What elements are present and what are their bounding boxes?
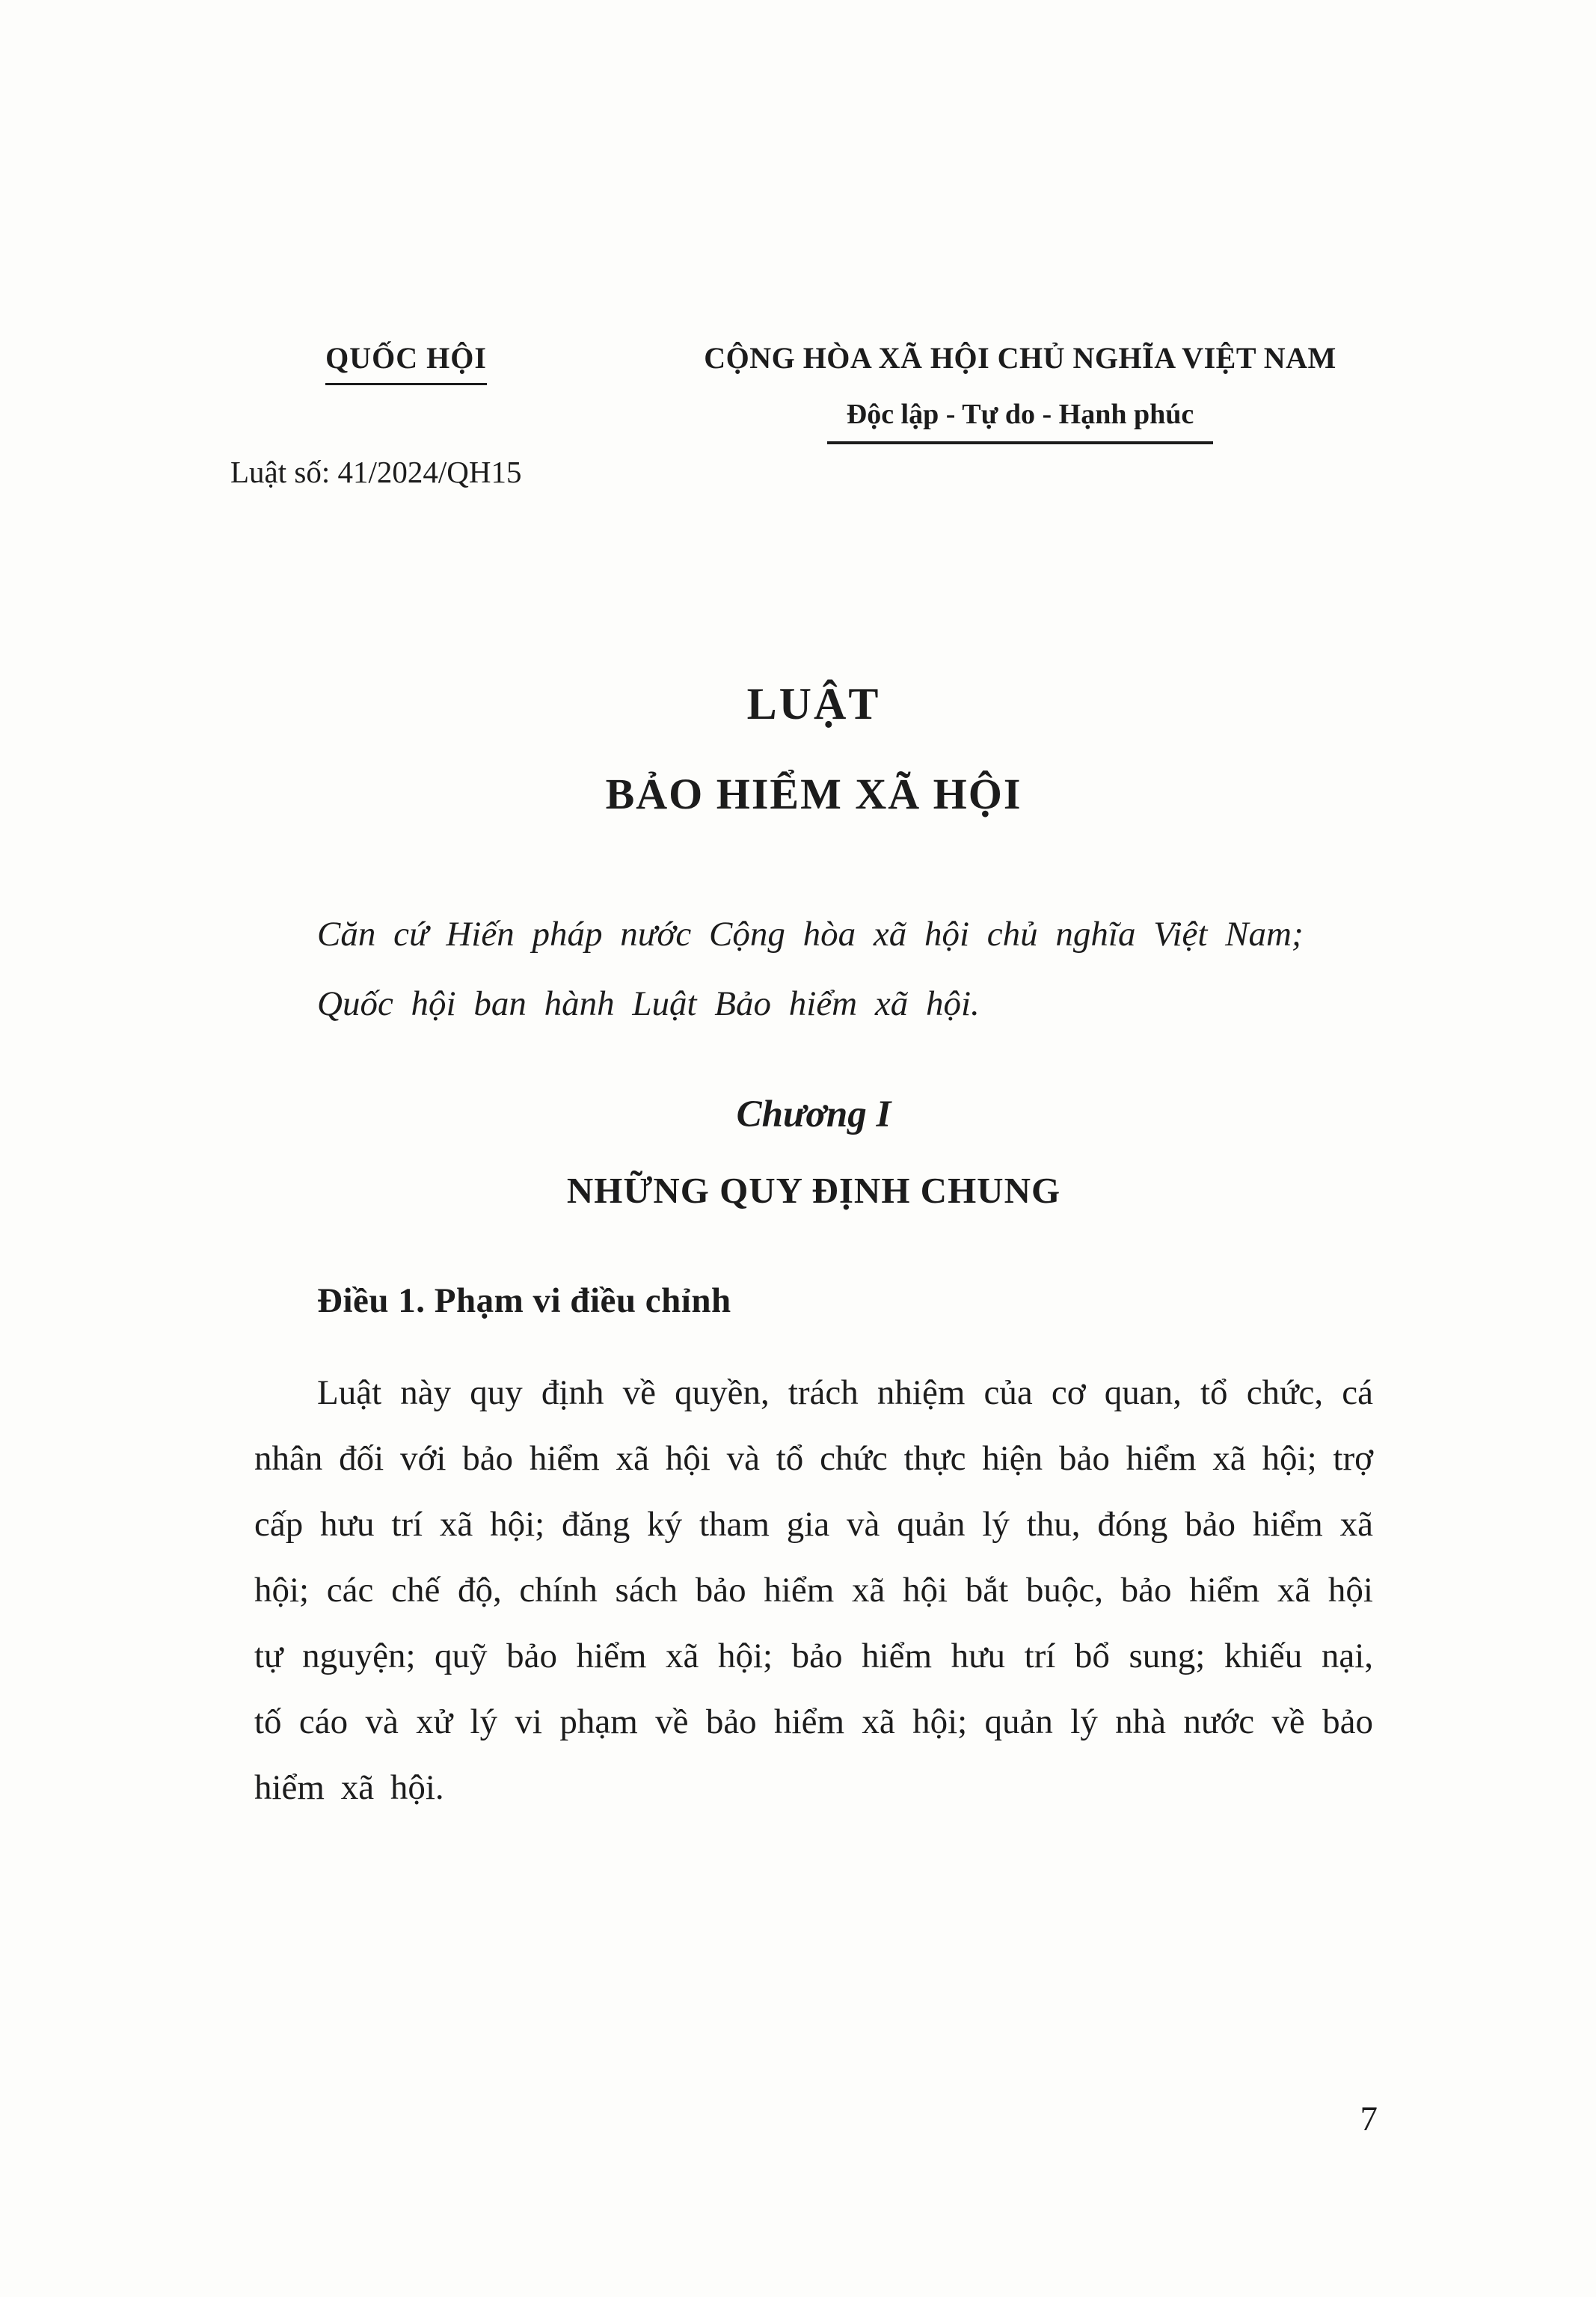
law-number: Luật số: 41/2024/QH15 [230,455,522,489]
document-header [0,0,1596,490]
header-issuer-block [230,340,582,490]
page-number: 7 [1360,2100,1378,2138]
law-title: LUẬT [746,679,881,729]
chapter-title: NHỮNG QUY ĐỊNH CHUNG [566,1170,1061,1211]
law-subtitle: BẢO HIỂM XÃ HỘI [605,770,1022,818]
issuer-name: QUỐC HỘI [325,340,487,385]
republic-title: CỘNG HÒA XÃ HỘI CHỦ NGHĨA VIỆT NAM [704,341,1336,375]
chapter-label: Chương I [736,1094,891,1135]
preamble-enactment: Quốc hội ban hành Luật Bảo hiểm xã hội. [317,984,980,1023]
document-body [254,678,1373,1821]
preamble-block [254,900,1373,1039]
header-republic-block [624,340,1417,490]
national-motto: Độc lập - Tự do - Hạnh phúc [827,398,1214,444]
article-1-heading: Điều 1. Phạm vi điều chỉnh [317,1281,731,1320]
preamble-basis: Căn cứ Hiến pháp nước Cộng hòa xã hội chủ nghĩa Việt Nam; [317,915,1304,954]
article-1-body: Luật này quy định về quyền, trách nhiệm của cơ quan, tổ chức, cá nhân đối với bảo hiểm xã hội và tổ chức thực hiện bảo hiểm xã hội; trợ cấp hưu trí xã hội; đăng ký tham gia và quản lý thu, đóng bảo hiểm xã hội; các chế độ, chính sách bảo hiểm xã hội bắt buộc, bảo hiểm xã hội tự nguyện; quỹ bảo hiểm xã hội; bảo hiểm hưu trí bổ sung; khiếu nại, tố cáo và xử lý vi phạm về bảo hiểm xã hội; quản lý nhà nước về bảo hiểm xã hội. [254,1373,1373,1807]
